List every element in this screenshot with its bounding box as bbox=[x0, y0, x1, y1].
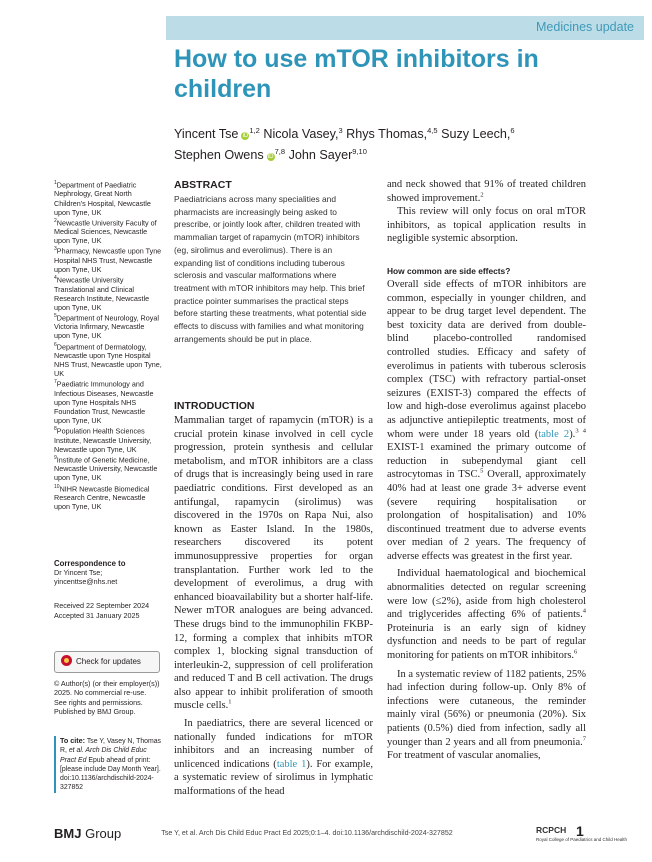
affiliations bbox=[54, 179, 162, 511]
affiliation-item: $^1$Department of Paediatric Nephrology, Great North Children's Hospital, Newcastle upon Tyne, UK bbox=[54, 180, 151, 217]
paragraph: Mammalian target of rapamycin (mTOR) is a crucial protein kinase involved in cell cycle progression, protein synthesis and cellular metabolism, and mTOR inhibitors are a class of drugs that is increasingly being used in rare paediatric conditions. First developed as an antifungal, rapamycin (sirolimus) was discovered in the 1970s on Rapa Nui, also known as Easter Island. In the 1980s, researchers discovered its potent immunosuppressive properties for organ transplantation. Further work led to the development of everolimus, a drug with enhanced bioavailability but a shorter half-life. Newer mTOR analogues are being advanced. These drugs bind to the immunophilin FKBP-12, forming a complex that inhibits mTOR complex 1, blocking signal transduction of interleukin-2, suppression of cell proliferation and reduced T and B cell activation. The drugs also appear to inhibit proliferation of smooth muscle cells.$^1$ bbox=[174, 415, 373, 712]
paragraph: In paediatrics, there are several licenced or nationally funded indications for mTOR inhibitors and an increasing number of unlicenced indications (table 1). For example, a systematic review of sirolimus in lymphatic malformations of the head bbox=[174, 718, 373, 798]
affiliation-item: $^2$Newcastle University Faculty of Medical Sciences, Newcastle upon Tyne, UK bbox=[54, 217, 157, 246]
correspondence-heading: Correspondence to bbox=[54, 559, 126, 568]
column-two-body bbox=[387, 178, 586, 246]
paragraph: In a systematic review of 1182 patients, 25% had infection during follow-up. Only 8% of infections were cutaneous, the reminder mainly viral (56%) or pneumonia (20%). Six patients (0.5%) died from infection, sadly all younger than 2 years and all from pneumonia.$^7$ For treatment of vascular anomalies, bbox=[387, 668, 586, 762]
citation-box: To cite: Tse Y, Vasey N, Thomas R, et al. Arch Dis Child Educ Pract Ed Epub ahead of print: [please include Day Month Year]. doi:10.1136/archdischild-2024-327852 bbox=[54, 736, 164, 793]
affiliation-item: $^{10}$NIHR Newcastle Biomedical Research Centre, Newcastle upon Tyne, UK bbox=[54, 483, 150, 512]
crossmark-icon bbox=[61, 655, 72, 666]
affiliation-item: $^8$Population Health Sciences Institute, Newcastle University, Newcastle upon Tyne, UK bbox=[54, 426, 152, 454]
affiliation-item: $^9$Institute of Genetic Medicine, Newcastle University, Newcastle upon Tyne, UK bbox=[54, 454, 158, 483]
author-list: Yincent Tse iD$^{1,2}$ Nicola Vasey,$^3$ Rhys Thomas,$^{4,5}$ Suzy Leech,$^6$ Stephen Owens iD$^{7,8}$ John Sayer$^{9,10}$ bbox=[174, 126, 515, 163]
author-name: Yincent Tse bbox=[174, 127, 239, 142]
affiliation-item: $^6$Department of Dermatology, Newcastle upon Tyne Hospital NHS Trust, Newcastle upon Tyne, UK bbox=[54, 341, 162, 379]
affiliation-item: $^4$Newcastle University Translational and Clinical Research Institute, Newcastle upon Tyne, UK bbox=[54, 275, 150, 312]
author-name: Suzy Leech, bbox=[441, 127, 511, 142]
author-name: John Sayer bbox=[288, 148, 353, 163]
copyright-notice: © Author(s) (or their employer(s)) 2025. No commercial re-use. See rights and permissions. Published by BMJ Group. bbox=[54, 679, 160, 716]
check-updates-label: Check for updates bbox=[76, 657, 141, 666]
rcpch-logo: RCPCH Royal College of Paediatrics and Child Health bbox=[536, 825, 628, 842]
author-name: Nicola Vasey, bbox=[263, 127, 339, 142]
paragraph: This review will only focus on oral mTOR inhibitors, as topical application results in negligible systemic absorption. bbox=[387, 206, 586, 245]
correspondence-text[interactable]: Dr Yincent Tse; yincenttse@nhs.net bbox=[54, 568, 118, 587]
introduction-heading: INTRODUCTION bbox=[174, 400, 255, 412]
check-updates-button[interactable] bbox=[54, 651, 160, 673]
affiliation-item: $^3$Pharmacy, Newcastle upon Tyne Hospital NHS Trust, Newcastle upon Tyne, UK bbox=[54, 246, 162, 275]
affiliation-item: $^5$Department of Neurology, Royal Victoria Infirmary, Newcastle upon Tyne, UK bbox=[54, 312, 159, 341]
abstract-text: Paediatricians across many specialities and pharmacists are increasingly being asked to prescribe, or jointly look after, children treated with mammalian target of rapamycin (mTOR) inhibitors (eg, sirolimus and everolimus). There is an expanding list of conditions including tuberous sclerosis and vascular malformations where treatment with mTOR inhibitors may help. This brief practice pointer summarises the practical steps before starting these treatments, what potential side effects to discuss with families and what monitoring arrangements should be put in place. bbox=[174, 194, 367, 344]
page-number: 1 bbox=[576, 823, 584, 839]
received-date: Received 22 September 2024 bbox=[54, 601, 150, 610]
table-link[interactable]: table 2 bbox=[538, 428, 570, 440]
abstract-heading: ABSTRACT bbox=[174, 179, 232, 191]
author-name: Stephen Owens bbox=[174, 148, 264, 163]
section-banner bbox=[166, 16, 644, 40]
side-effects-body bbox=[387, 278, 586, 763]
side-effects-heading: How common are side effects? bbox=[387, 266, 511, 276]
correspondence bbox=[54, 559, 162, 586]
orcid-icon[interactable]: iD bbox=[267, 154, 274, 161]
table-link[interactable]: table 1 bbox=[276, 758, 307, 770]
paragraph: Individual haematological and biochemical abnormalities detected on regular screening were low (≤2%), aside from high cholesterol and triglycerides affecting 6% of patients.$^4$ Proteinuria is an early sign of kidney dysfunction and needs to be part of regular monitoring for patients on mTOR inhibitors.$^6$ bbox=[387, 568, 586, 662]
footer-citation: Tse Y, et al. Arch Dis Child Educ Pract Ed 2025;0:1–4. doi:10.1136/archdischild-2024-327852 bbox=[161, 829, 453, 837]
accepted-date: Accepted 31 January 2025 bbox=[54, 610, 140, 620]
article-title: How to use mTOR inhibitors in children bbox=[174, 45, 539, 103]
affiliation-item: $^7$Paediatric Immunology and Infectious Diseases, Newcastle upon Tyne Hospitals NHS Foundation Trust, Newcastle upon Tyne, UK bbox=[54, 379, 154, 426]
section-label: Medicines update bbox=[536, 20, 634, 34]
orcid-icon[interactable]: iD bbox=[242, 133, 249, 140]
introduction-body bbox=[174, 414, 373, 799]
paragraph: Overall side effects of mTOR inhibitors are common, especially in younger children, and appear to be drug target level dependent. The best toxicity data are derived from double-blind placebo-controlled randomised controlled studies. Efficacy and safety of everolimus in patients with tuberous sclerosis complex (TSC) with refractory partial-onset seizures (EXIST-3) compared the effects of low and high-dose everolimus against placebo as adjunctive antiepileptic treatments, most of whom were under 18 years old (table 2).$^{3 4}$ EXIST-1 examined the primary outcome of reduction in subependymal giant cell astrocytomas in TSC.$^5$ Overall, approximately 40% had at least one grade 3+ adverse event (severe requiring hospitalisation or prolongation of hospitalisation) and 10% discontinued treatment due to adverse events over median of 2 years. The frequency of adverse effects was greatest in the first year. bbox=[387, 279, 587, 562]
article-dates bbox=[54, 601, 162, 620]
bmj-logo: BMJ Group bbox=[54, 826, 122, 841]
author-name: Rhys Thomas, bbox=[346, 127, 428, 142]
cite-label: To cite: bbox=[60, 736, 86, 745]
paragraph: and neck showed that 91% of treated children showed improvement.$^2$ bbox=[387, 179, 586, 204]
